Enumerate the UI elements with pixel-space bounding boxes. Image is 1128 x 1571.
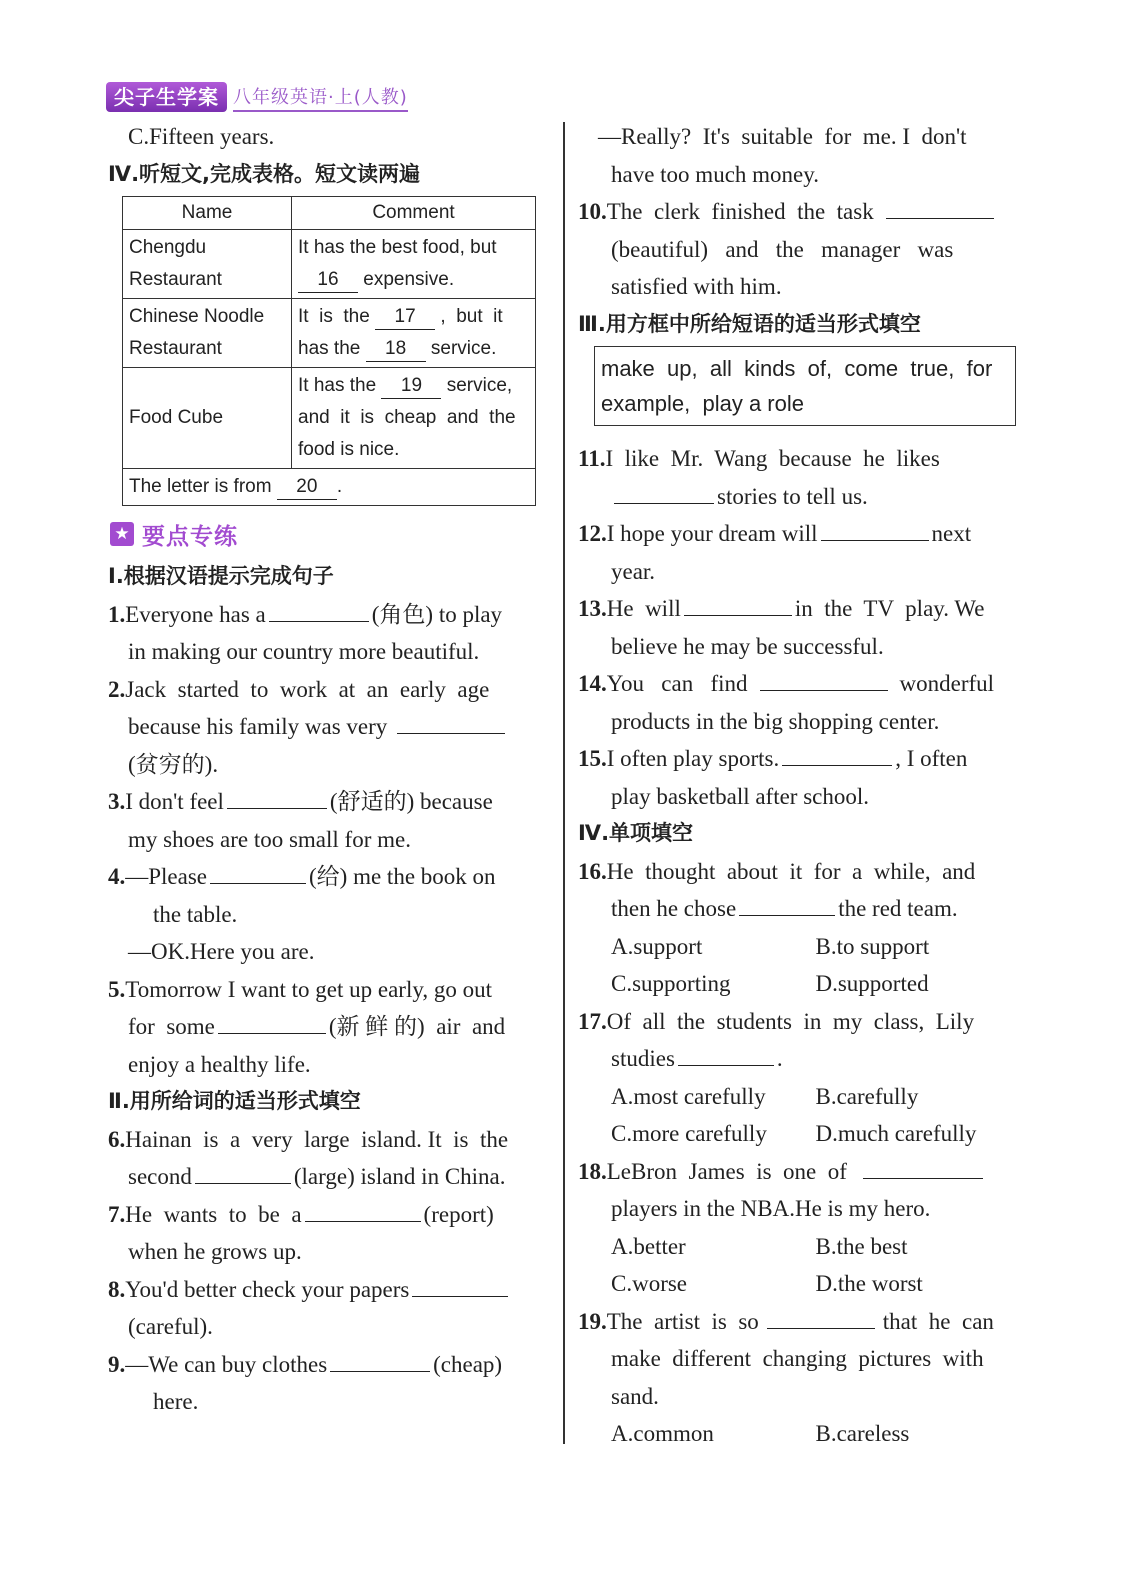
answer-blank[interactable]: 20 (277, 475, 337, 500)
section-title: Ⅲ.用方框中所给短语的适当形式填空 (578, 311, 921, 336)
option-d[interactable]: D.the worst (815, 1271, 923, 1296)
listening-table (122, 196, 536, 506)
table-cell-comment: It is the 17 , but it has the 18 service. (292, 299, 536, 368)
section-title: Ⅳ.听短文,完成表格。短文读两遍 (108, 161, 421, 186)
question-15: 15.I often play sports. , I often play basketball after school. (578, 740, 1020, 815)
page-header (106, 82, 408, 112)
answer-blank[interactable] (227, 786, 327, 809)
left-column (108, 118, 550, 1421)
answer-blank[interactable] (684, 593, 792, 616)
option-b[interactable]: B.to support (815, 933, 930, 959)
option-line: C.Fifteen years. (128, 124, 275, 149)
answer-blank[interactable] (330, 1349, 430, 1372)
options-row (578, 928, 1020, 966)
question-16: 16.He thought about it for a while, and then he chose the red team. A.support B.to support C.supporting D.supported (578, 853, 1020, 1003)
star-icon: ★ (110, 522, 134, 546)
table-header-name: Name (123, 197, 292, 230)
option-a[interactable]: A.support (611, 933, 703, 959)
question-1: 1.Everyone has a (角色) to play in making our country more beautiful. (108, 596, 550, 671)
answer-blank[interactable] (305, 1199, 421, 1222)
question-12: 12.I hope your dream will next year. (578, 515, 1020, 590)
question-19: 19.The artist is so that he can make different changing pictures with sand. A.common B.careless (578, 1303, 1020, 1453)
answer-blank[interactable] (821, 518, 929, 541)
question-13: 13.He will in the TV play. We believe he may be successful. (578, 590, 1020, 665)
answer-blank[interactable] (218, 1011, 326, 1034)
answer-blank[interactable] (412, 1274, 508, 1297)
answer-blank[interactable] (760, 668, 888, 691)
question-7: 7.He wants to be a (report) when he grows up. (108, 1196, 550, 1271)
option-b[interactable]: B.the best (815, 1233, 908, 1259)
option-c[interactable]: C.worse (611, 1271, 688, 1296)
option-b[interactable]: B.careless (815, 1421, 910, 1446)
table-cell-name: Food Cube (123, 368, 292, 469)
options-row (578, 1078, 1020, 1116)
answer-blank[interactable]: 18 (366, 337, 426, 362)
answer-blank[interactable] (739, 893, 835, 916)
book-logo: 尖子生学案 (106, 82, 227, 112)
book-subtitle: 八年级英语·上(人教) (233, 83, 408, 112)
answer-blank[interactable] (782, 743, 892, 766)
table-footer-row: The letter is from 20 . (123, 469, 536, 506)
question-3: 3.I don't feel (舒适的) because my shoes are too small for me. (108, 783, 550, 858)
option-a[interactable]: A.most carefully (611, 1083, 766, 1109)
question-10: 10.The clerk finished the task (beautiful) and the manager was satisfied with him. (578, 193, 1020, 306)
phrase-box: make up, all kinds of, come true, for example, play a role (594, 346, 1016, 426)
keypoint-heading: ★ 要点专练 (110, 516, 550, 552)
right-column (578, 118, 1020, 1453)
option-c[interactable]: C.supporting (611, 971, 731, 996)
option-b[interactable]: B.carefully (815, 1083, 919, 1109)
answer-blank[interactable] (767, 1306, 875, 1329)
column-divider (563, 122, 565, 1444)
question-9: 9.—We can buy clothes (cheap) here. (108, 1346, 550, 1421)
options-row (578, 965, 1020, 1003)
question-8: 8.You'd better check your papers (careful). (108, 1271, 550, 1346)
answer-blank[interactable] (678, 1043, 774, 1066)
option-a[interactable]: A.common (611, 1421, 714, 1446)
answer-blank[interactable] (614, 481, 714, 504)
options-row (578, 1115, 1020, 1153)
option-c[interactable]: C.more carefully (611, 1121, 767, 1146)
options-row (578, 1228, 1020, 1266)
answer-blank[interactable] (195, 1161, 291, 1184)
answer-blank[interactable] (210, 861, 306, 884)
answer-blank[interactable]: 16 (298, 268, 358, 293)
question-4: 4.—Please (给) me the book on the table. —OK.Here you are. (108, 858, 550, 971)
answer-blank[interactable]: 17 (375, 305, 435, 330)
section-title: Ⅱ.用所给词的适当形式填空 (108, 1089, 361, 1113)
answer-blank[interactable]: 19 (381, 374, 441, 399)
question-2: 2.Jack started to work at an early age because his family was very (贫穷的). (108, 671, 550, 784)
question-6: 6.Hainan is a very large island. It is the second (large) island in China. (108, 1126, 509, 1189)
options-row (578, 1415, 1020, 1453)
table-row (123, 230, 536, 299)
table-cell-comment: It has the 19 service, and it is cheap and the food is nice. (292, 368, 536, 469)
table-cell-comment: It has the best food, but 16 expensive. (292, 230, 536, 299)
section-title: Ⅰ.根据汉语提示完成句子 (108, 564, 334, 588)
table-cell-name: Chinese Noodle Restaurant (123, 299, 292, 368)
options-row (578, 1265, 1020, 1303)
answer-blank[interactable] (397, 711, 505, 734)
answer-blank[interactable] (863, 1156, 983, 1179)
dialog-line: —Really? It's suitable for me. I don't (598, 124, 967, 149)
answer-blank[interactable] (886, 196, 994, 219)
section-title: Ⅳ.单项填空 (578, 821, 694, 845)
question-14: 14.You can find wonderful products in the big shopping center. (578, 665, 1020, 740)
dialog-line: have too much money. (611, 161, 820, 187)
question-17: 17.Of all the students in my class, Lily studies . A.most carefully B.carefully C.more carefully D.much carefully (578, 1003, 1020, 1153)
question-5: 5.Tomorrow I want to get up early, go out for some (新 鲜 的) air and enjoy a healthy life. (108, 976, 506, 1077)
option-a[interactable]: A.better (611, 1233, 686, 1259)
option-d[interactable]: D.much carefully (815, 1121, 977, 1146)
table-row (123, 368, 536, 469)
option-d[interactable]: D.supported (815, 971, 929, 996)
table-cell-name: Chengdu Restaurant (123, 230, 292, 299)
answer-blank[interactable] (269, 599, 369, 622)
question-11: 11.I like Mr. Wang because he likes stories to tell us. (578, 446, 940, 509)
table-row (123, 299, 536, 368)
question-18: 18.LeBron James is one of players in the NBA.He is my hero. A.better B.the best C.worse D.the worst (578, 1153, 1020, 1303)
table-header-comment: Comment (292, 197, 536, 230)
